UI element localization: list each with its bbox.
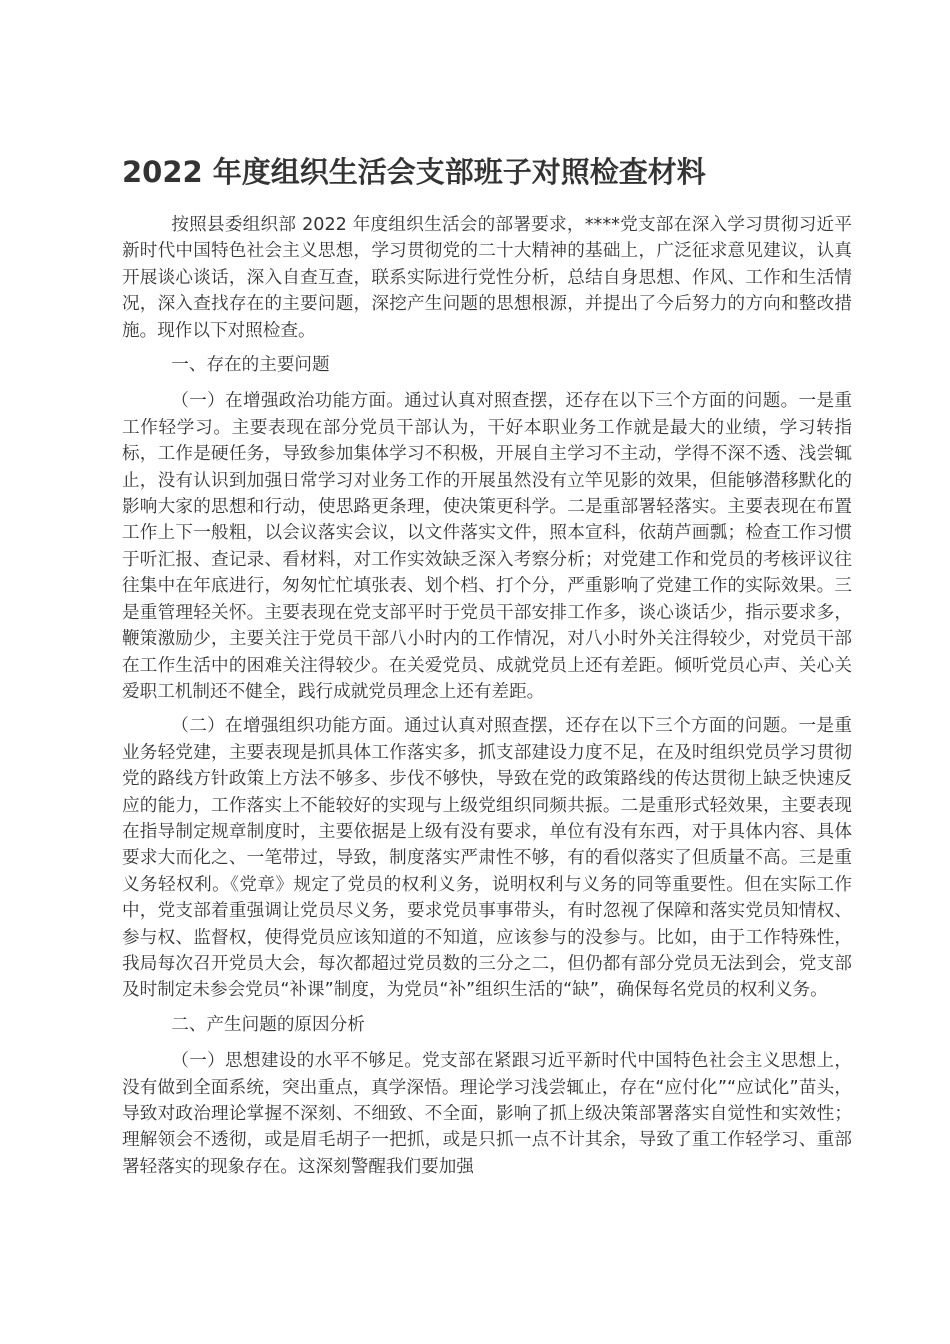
section-1-heading: 一、存在的主要问题 <box>171 355 330 376</box>
section-1-paragraph-1: （一）在增强政治功能方面。通过认真对照查摆，还存在以下三个方面的问题。一是重工作轻学习。主要表现在部分党员干部认为，干好本职业务工作就是最大的业绩，学习转指标，工作是硬任务，导致参加集体学习不积极，开展自主学习不主动，学得不深不透、浅尝辄止，没有认识到加强日常学习对业务工作的开展虽然没有立竿见影的效果，但能够潜移默化的影响大家的思想和行动，使思路更条理，使决策更科学。二是重部署轻落实。主要表现在布置工作上下一般粗，以会议落实会议，以文件落实文件，照本宣科，依葫芦画瓢；检查工作习惯于听汇报、查记录、看材料，对工作实效缺乏深入考察分析；对党建工作和党员的考核评议往往集中在年底进行，匆匆忙忙填张表、划个档、打个分，严重影响了党建工作的实际效果。三是重管理轻关怀。主要表现在党支部平时于党员干部安排工作多，谈心谈话少，指示要求多，鞭策激励少，主要关注于党员干部八小时内的工作情况，对八小时外关注得较少，对党员干部在工作生活中的困难关注得较少。在关爱党员、成就党员上还有差距。倾听党员心声、关心关爱职工机制还不健全，践行成就党员理念上还有差距。 <box>122 391 852 702</box>
section-2-paragraph-1: （一）思想建设的水平不够足。党支部在紧跟习近平新时代中国特色社会主义思想上，没有做到全面系统，突出重点，真学深悟。理论学习浅尝辄止，存在“应付化”“应试化”苗头，导致对政治理论掌握不深刻、不细致、不全面，影响了抓上级决策部署落实自觉性和实效性；理解领会不透彻，或是眉毛胡子一把抓，或是只抓一点不计其余，导致了重工作轻学习、重部署轻落实的现象存在。这深刻警醒我们要加强 <box>122 1051 852 1177</box>
document-title: 2022 年度组织生活会支部班子对照检查材料 <box>122 155 706 189</box>
section-1-paragraph-2: （二）在增强组织功能方面。通过认真对照查摆，还存在以下三个方面的问题。一是重业务轻党建，主要表现是抓具体工作落实多，抓支部建设力度不足，在及时组织党员学习贯彻党的路线方针政策上方法不够多、步伐不够快，导致在党的政策路线的传达贯彻上缺乏快速反应的能力，工作落实上不能较好的实现与上级党组织同频共振。二是重形式轻效果，主要表现在指导制定规章制度时，主要依据是上级有没有要求，单位有没有东西，对于具体内容、具体要求大而化之、一笔带过，导致，制度落实严肃性不够，有的看似落实了但质量不高。三是重义务轻权利。《党章》规定了党员的权利义务，说明权利与义务的同等重要性。但在实际工作中，党支部着重强调让党员尽义务，要求党员事事带头，有时忽视了保障和落实党员知情权、参与权、监督权，使得党员应该知道的不知道，应该参与的没参与。比如，由于工作特殊性，我局每次召开党员大会，每次都超过党员数的三分之二，但仍都有部分党员无法到会，党支部及时制定未参会党员“补课”制度，为党员“补”组织生活的“缺”，确保每名党员的权利义务。 <box>122 716 852 1001</box>
document-page <box>122 150 852 1188</box>
intro-paragraph: 按照县委组织部 2022 年度组织生活会的部署要求，****党支部在深入学习贯彻习近平新时代中国特色社会主义思想，学习贯彻党的二十大精神的基础上，广泛征求意见建议，认真开展谈心谈话，深入自查互查，联系实际进行党性分析，总结自身思想、作风、工作和生活情况，深入查找存在的主要问题，深挖产生问题的思想根源，并提出了今后努力的方向和整改措施。现作以下对照检查。 <box>122 215 852 341</box>
section-2-heading: 二、产生问题的原因分析 <box>171 1014 365 1035</box>
